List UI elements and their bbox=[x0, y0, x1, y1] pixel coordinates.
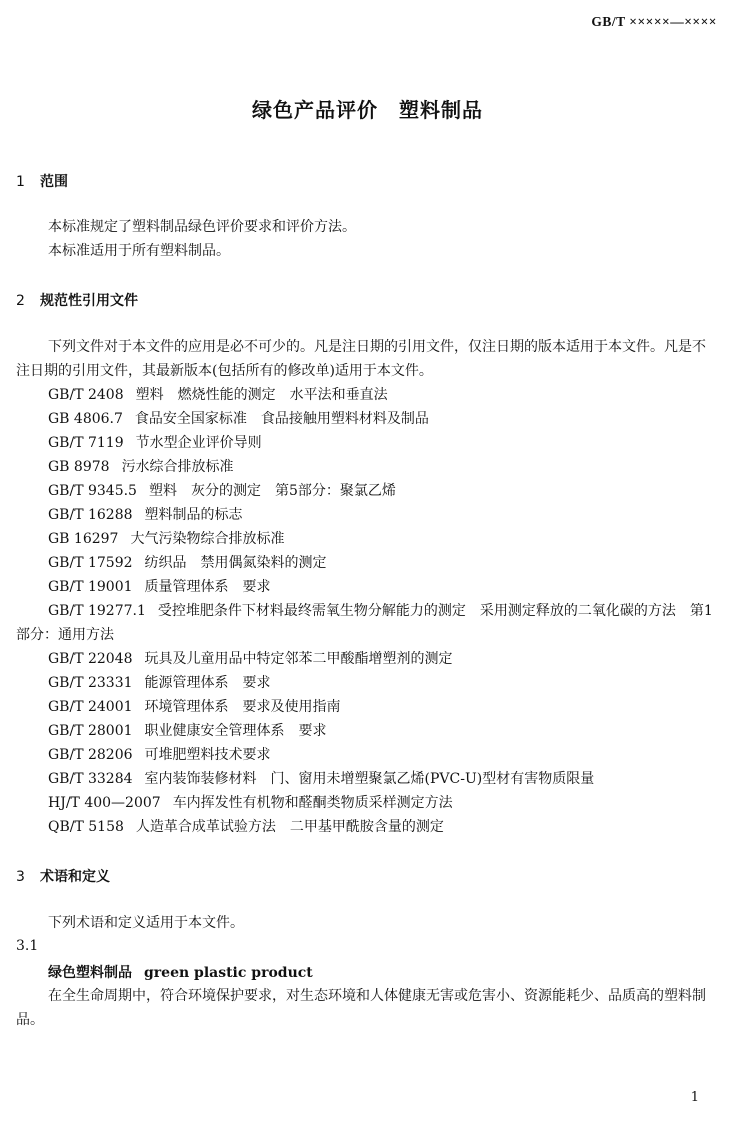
reference-code: GB/T 19277.1 bbox=[48, 603, 146, 619]
reference-code: GB/T 17592 bbox=[48, 555, 133, 571]
reference-item bbox=[48, 791, 453, 815]
reference-item bbox=[48, 407, 429, 431]
section-title: 术语和定义 bbox=[40, 869, 110, 885]
reference-item bbox=[48, 719, 327, 743]
reference-title: 环境管理体系 要求及使用指南 bbox=[144, 699, 341, 715]
reference-title: 车内挥发性有机物和醛酮类物质采样测定方法 bbox=[172, 795, 453, 811]
reference-code: GB/T 16288 bbox=[48, 507, 133, 523]
reference-title: 塑料制品的标志 bbox=[144, 507, 243, 523]
reference-code: GB/T 9345.5 bbox=[48, 483, 137, 499]
reference-code: GB/T 19001 bbox=[48, 579, 133, 595]
reference-code: QB/T 5158 bbox=[48, 819, 124, 835]
reference-code: GB/T 33284 bbox=[48, 771, 133, 787]
reference-code: GB/T 7119 bbox=[48, 435, 124, 451]
references-intro: 下列文件对于本文件的应用是必不可少的。凡是注日期的引用文件，仅注日期的版本适用于本文件。凡是不注日期的引用文件，其最新版本(包括所有的修改单)适用于本文件。 bbox=[16, 339, 706, 379]
reference-item bbox=[48, 431, 262, 455]
reference-item bbox=[48, 527, 284, 551]
section-number: 2 bbox=[16, 293, 25, 309]
document-title: 绿色产品评价 塑料制品 bbox=[252, 98, 483, 122]
reference-title: 室内装饰装修材料 门、窗用未增塑聚氯乙烯(PVC-U)型材有害物质限量 bbox=[144, 771, 595, 787]
section-title: 范围 bbox=[40, 174, 68, 190]
reference-title: 受控堆肥条件下材料最终需氧生物分解能力的测定 采用测定释放的二氧化碳的方法 第1部分：通用方法 bbox=[16, 603, 713, 643]
reference-title: 大气污染物综合排放标准 bbox=[130, 531, 285, 547]
reference-title: 污水综合排放标准 bbox=[121, 459, 234, 475]
reference-title: 质量管理体系 要求 bbox=[144, 579, 271, 595]
reference-title: 食品安全国家标准 食品接触用塑料材料及制品 bbox=[134, 411, 429, 427]
reference-code: GB 8978 bbox=[48, 459, 110, 475]
reference-item bbox=[48, 743, 271, 767]
reference-title: 节水型企业评价导则 bbox=[135, 435, 262, 451]
reference-item bbox=[48, 671, 271, 695]
term-heading bbox=[48, 962, 313, 982]
reference-item bbox=[48, 503, 243, 527]
reference-item bbox=[16, 599, 719, 647]
section-title: 规范性引用文件 bbox=[40, 293, 138, 309]
reference-item bbox=[48, 815, 444, 839]
reference-item bbox=[48, 695, 341, 719]
section-number: 3 bbox=[16, 869, 25, 885]
term-number: 3.1 bbox=[16, 938, 39, 954]
reference-title: 人造革合成革试验方法 二甲基甲酰胺含量的测定 bbox=[135, 819, 444, 835]
reference-code: GB 16297 bbox=[48, 531, 119, 547]
section-number: 1 bbox=[16, 174, 25, 190]
reference-item bbox=[48, 383, 388, 407]
page-number: 1 bbox=[690, 1090, 699, 1105]
scope-paragraph: 本标准适用于所有塑料制品。 bbox=[48, 243, 230, 259]
section-heading-terms bbox=[16, 866, 110, 886]
term-english: green plastic product bbox=[144, 965, 313, 981]
reference-title: 纺织品 禁用偶氮染料的测定 bbox=[144, 555, 327, 571]
reference-title: 可堆肥塑料技术要求 bbox=[144, 747, 271, 763]
reference-item bbox=[48, 551, 327, 575]
section-heading-scope bbox=[16, 171, 68, 191]
reference-title: 能源管理体系 要求 bbox=[144, 675, 271, 691]
reference-item bbox=[48, 647, 453, 671]
reference-code: HJ/T 400—2007 bbox=[48, 795, 161, 811]
reference-code: GB/T 22048 bbox=[48, 651, 133, 667]
reference-code: GB/T 2408 bbox=[48, 387, 124, 403]
reference-title: 玩具及儿童用品中特定邻苯二甲酸酯增塑剂的测定 bbox=[144, 651, 453, 667]
reference-code: GB/T 23331 bbox=[48, 675, 133, 691]
section-heading-references bbox=[16, 290, 138, 310]
reference-code: GB 4806.7 bbox=[48, 411, 123, 427]
reference-code: GB/T 24001 bbox=[48, 699, 133, 715]
reference-code: GB/T 28206 bbox=[48, 747, 133, 763]
reference-item bbox=[48, 767, 594, 791]
reference-title: 塑料 灰分的测定 第5部分：聚氯乙烯 bbox=[148, 483, 396, 499]
scope-paragraph: 本标准规定了塑料制品绿色评价要求和评价方法。 bbox=[48, 219, 356, 235]
term-chinese: 绿色塑料制品 bbox=[48, 965, 132, 981]
reference-code: GB/T 28001 bbox=[48, 723, 133, 739]
term-definition: 在全生命周期中，符合环境保护要求，对生态环境和人体健康无害或危害小、资源能耗少、品质高的塑料制品。 bbox=[16, 988, 706, 1028]
reference-title: 职业健康安全管理体系 要求 bbox=[144, 723, 327, 739]
reference-item bbox=[48, 575, 271, 599]
standard-code-header: GB/T ×××××—×××× bbox=[591, 14, 717, 29]
reference-item bbox=[48, 455, 234, 479]
terms-intro: 下列术语和定义适用于本文件。 bbox=[48, 915, 244, 931]
reference-item bbox=[48, 479, 396, 503]
reference-title: 塑料 燃烧性能的测定 水平法和垂直法 bbox=[135, 387, 388, 403]
